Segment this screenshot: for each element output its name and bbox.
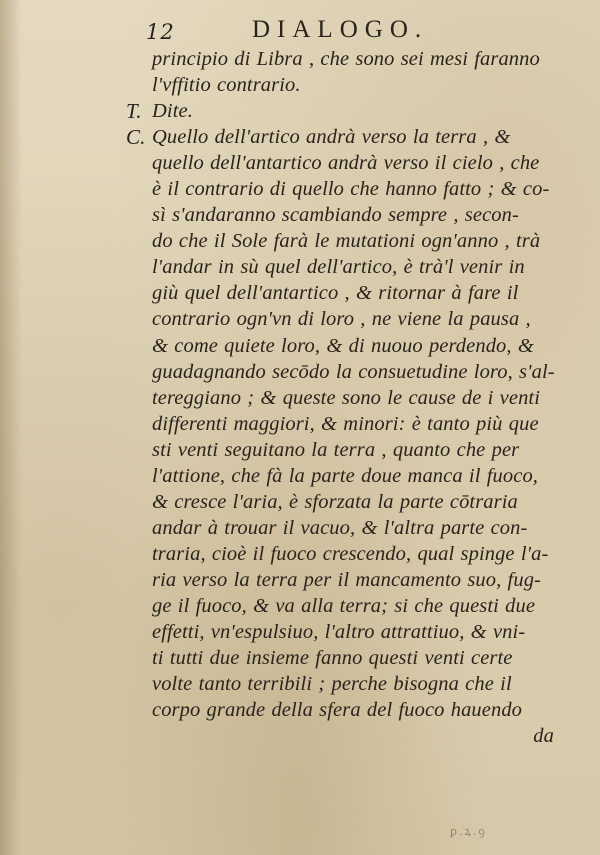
text-line — [126, 46, 576, 72]
speaker-label: T. — [126, 99, 142, 124]
line-text: quello dell'antartico andrà verso il cielo , che — [152, 152, 540, 175]
line-text: & come quiete loro, & di nuouo perdendo, & — [152, 334, 534, 357]
body-text — [126, 46, 576, 749]
text-line — [126, 98, 576, 124]
text-line — [126, 280, 576, 306]
line-text: andar à trouar il vacuo, & l'altra parte con- — [152, 516, 528, 539]
text-line — [126, 697, 576, 723]
text-line — [126, 463, 576, 489]
line-text: corpo grande della sfera del fuoco hauendo — [152, 699, 523, 722]
line-text: tereggiano ; & queste sono le cause de i venti — [152, 386, 541, 409]
line-text: ge il fuoco, & va alla terra; si che questi due — [152, 594, 536, 617]
text-line — [126, 541, 576, 567]
line-text: l'vffitio contrario. — [152, 74, 301, 97]
text-line — [126, 593, 576, 619]
text-line — [126, 411, 576, 437]
text-line — [126, 359, 576, 385]
speaker-label: C. — [126, 125, 146, 150]
text-line — [126, 202, 576, 228]
catchword: da — [533, 725, 554, 748]
text-line — [126, 619, 576, 645]
line-text: ria verso la terra per il mancamento suo, fug- — [152, 568, 541, 591]
bottom-mark: ꝑ.ꝝ.ꝯ — [450, 825, 487, 838]
text-line — [126, 254, 576, 280]
text-line — [126, 72, 576, 98]
line-text: ti tutti due insieme fanno questi venti certe — [152, 647, 513, 670]
text-line — [126, 333, 576, 359]
text-line — [126, 228, 576, 254]
page-number: 12 — [146, 20, 175, 44]
text-line — [126, 567, 576, 593]
text-line — [126, 489, 576, 515]
line-text: effetti, vn'espulsiuo, l'altro attrattiuo, & vni- — [152, 621, 526, 644]
line-text: l'andar in sù quel dell'artico, è trà'l venir in — [152, 256, 525, 279]
text-line — [126, 124, 576, 150]
text-line — [126, 150, 576, 176]
line-text: differenti maggiori, & minori: è tanto più que — [152, 412, 539, 435]
text-line — [126, 385, 576, 411]
line-text: principio di Libra , che sono sei mesi faranno — [152, 48, 540, 70]
line-text: Quello dell'artico andrà verso la terra , & — [152, 126, 511, 149]
line-text: guadagnando secōdo la consuetudine loro, s'al- — [152, 360, 555, 383]
line-text: volte tanto terribili ; perche bisogna che il — [152, 673, 512, 696]
text-line — [126, 437, 576, 463]
line-text: sti venti seguitano la terra , quanto che per — [152, 438, 520, 461]
line-text: contrario ogn'vn di loro , ne viene la pausa , — [152, 308, 531, 331]
line-text: do che il Sole farà le mutationi ogn'anno , trà — [152, 230, 541, 253]
line-text: Dite. — [152, 100, 193, 123]
running-title: DIALOGO. — [252, 16, 429, 43]
line-text: l'attione, che fà la parte doue manca il fuoco, — [152, 464, 539, 487]
text-line — [126, 306, 576, 332]
line-text: & cresce l'aria, è sforzata la parte cōtraria — [152, 490, 518, 513]
page-header — [0, 0, 600, 44]
text-line — [126, 671, 576, 697]
line-text: traria, cioè il fuoco crescendo, qual spinge l'a- — [152, 542, 549, 565]
line-text: giù quel dell'antartico , & ritornar à fare il — [152, 282, 519, 305]
text-line — [126, 176, 576, 202]
line-text: è il contrario di quello che hanno fatto ; & co- — [152, 178, 550, 201]
text-line — [126, 645, 576, 671]
catchword-line — [126, 723, 576, 749]
text-line — [126, 515, 576, 541]
line-text: sì s'andaranno scambiando sempre , secon- — [152, 204, 519, 227]
page-gutter-shadow — [0, 0, 22, 855]
